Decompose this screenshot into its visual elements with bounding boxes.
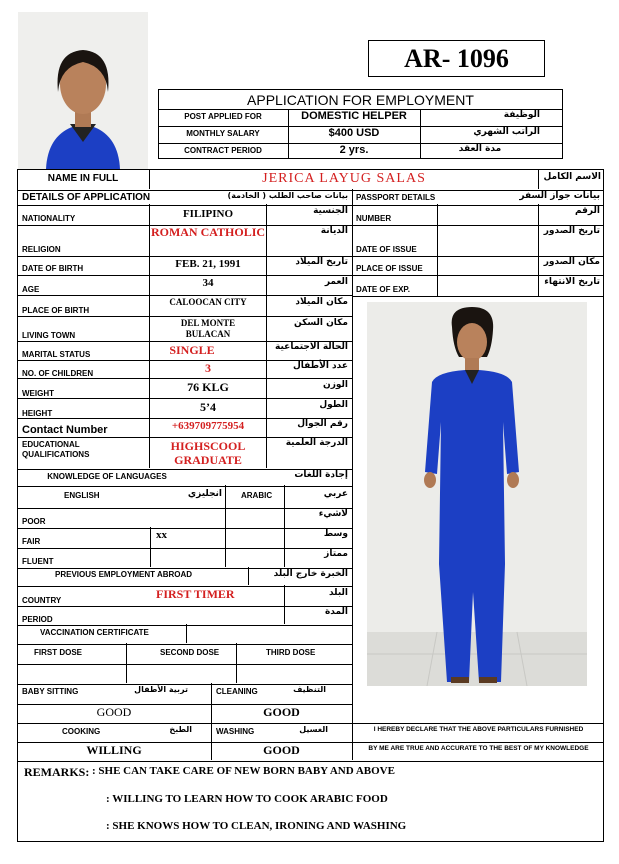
remark-3: : SHE KNOWS HOW TO CLEAN, IRONING AND WASHING [106, 820, 407, 832]
post-value: DOMESTIC HELPER [301, 110, 407, 122]
pob-label: PLACE OF BIRTH [22, 306, 90, 315]
baby-sitting-arabic: تربية الأطفال [134, 685, 188, 694]
fair-arabic: وسط [323, 529, 348, 539]
passport-number-arabic: الرقم [574, 206, 600, 216]
issue-date-arabic: تاريخ الصدور [543, 226, 600, 236]
salary-label: MONTHLY SALARY [186, 129, 260, 138]
religion-value: ROMAN CATHOLIC [150, 225, 266, 239]
remark-1: : SHE CAN TAKE CARE OF NEW BORN BABY AND ABOVE [92, 765, 395, 777]
pob-value: CALOOCAN CITY [169, 297, 247, 307]
first-dose-label: FIRST DOSE [34, 648, 83, 657]
fair-mark: xx [156, 529, 167, 541]
cleaning-label: CLEANING [216, 687, 258, 696]
cooking-arabic: الطبخ [169, 725, 192, 734]
post-arabic: الوظيفة [503, 110, 540, 120]
marital-arabic: الحالة الاجتماعية [275, 342, 348, 352]
issue-place-label: PLACE OF ISSUE [356, 264, 423, 273]
nationality-label: NATIONALITY [22, 214, 76, 223]
post-label: POST APPLIED FOR [184, 112, 262, 121]
marital-value: SINGLE [169, 343, 215, 357]
portrait-photo [18, 12, 148, 169]
fluent-label: FLUENT [22, 557, 54, 566]
issue-date-label: DATE OF ISSUE [356, 245, 417, 254]
languages-label: KNOWLEDGE OF LANGUAGES [47, 472, 167, 481]
declaration-line-2: BY ME ARE TRUE AND ACCURATE TO THE BEST OF MY KNOWLEDGE [368, 745, 589, 752]
contact-value: +639709775954 [171, 420, 245, 432]
period-label: PERIOD [22, 615, 53, 624]
poor-arabic: لاشيء [318, 509, 348, 519]
languages-arabic: إجادة اللغات [294, 470, 348, 480]
town-arabic: مكان السكن [294, 318, 348, 328]
washing-label: WASHING [216, 727, 255, 736]
expiry-arabic: تاريخ الانتهاء [544, 277, 600, 287]
remarks-label: REMARKS: [24, 765, 90, 779]
details-arabic: بيانات صاحب الطلب ( الخادمة) [227, 191, 348, 200]
contact-arabic: رقم الجوال [297, 419, 348, 429]
salary-arabic: الراتب الشهري [473, 127, 540, 137]
english-arabic: انجليزي [187, 489, 222, 499]
washing-arabic: الغسيل [299, 725, 328, 734]
passport-number-label: NUMBER [356, 214, 392, 223]
weight-arabic: الوزن [323, 380, 348, 390]
passport-arabic: بيانات جواز السفر [519, 191, 600, 201]
children-label: NO. OF CHILDREN [22, 369, 94, 378]
baby-sitting-label: BABY SITTING [22, 687, 79, 696]
washing-value: GOOD [263, 743, 300, 757]
height-label: HEIGHT [22, 409, 53, 418]
pob-arabic: مكان الميلاد [295, 297, 348, 307]
name-arabic: الاسم الكامل [543, 172, 601, 182]
third-dose-label: THIRD DOSE [266, 648, 316, 657]
arabic-arabic: عربي [323, 489, 348, 499]
full-body-photo [367, 302, 587, 686]
nationality-value: FILIPINO [182, 208, 234, 220]
weight-value: 76 KLG [187, 380, 229, 394]
english-label: ENGLISH [64, 491, 100, 500]
baby-sitting-value: GOOD [96, 705, 132, 719]
fluent-arabic: ممتاز [324, 549, 348, 559]
education-arabic: الدرجة العلمية [285, 438, 348, 448]
height-value: 5’4 [200, 400, 216, 414]
salary-value: $400 USD [328, 127, 380, 139]
poor-label: POOR [22, 517, 46, 526]
vaccination-label: VACCINATION CERTIFICATE [40, 628, 149, 637]
expiry-label: DATE OF EXP. [356, 285, 410, 294]
religion-label: RELIGION [22, 245, 61, 254]
dob-label: DATE OF BIRTH [22, 264, 84, 273]
issue-place-arabic: مكان الصدور [543, 257, 600, 267]
period-arabic: المدة [324, 607, 348, 617]
cleaning-value: GOOD [263, 705, 300, 719]
details-label: DETAILS OF APPLICATION [22, 192, 151, 203]
dob-value: FEB. 21, 1991 [175, 258, 241, 270]
remark-2: : WILLING TO LEARN HOW TO COOK ARABIC FOOD [106, 793, 388, 805]
town-label: LIVING TOWN [22, 331, 76, 340]
arabic-label: ARABIC [241, 491, 273, 500]
contract-arabic: مدة العقد [458, 144, 502, 154]
religion-arabic: الديانة [320, 226, 348, 236]
cooking-value: WILLING [86, 743, 142, 757]
country-label: COUNTRY [22, 596, 62, 605]
full-name: JERICA LAYUG SALAS [262, 171, 426, 186]
header-table [158, 109, 563, 159]
cooking-label: COOKING [62, 727, 101, 736]
dob-arabic: تاريخ الميلاد [295, 257, 348, 267]
cleaning-arabic: التنظيف [293, 685, 326, 694]
previous-arabic: الخبرة خارج البلد [273, 569, 348, 579]
height-arabic: الطول [319, 400, 348, 410]
name-label: NAME IN FULL [47, 173, 119, 184]
second-dose-label: SECOND DOSE [160, 648, 220, 657]
passport-label: PASSPORT DETAILS [356, 193, 436, 202]
country-arabic: البلد [328, 588, 348, 598]
age-arabic: العمر [324, 277, 348, 287]
children-arabic: عدد الأطفال [292, 361, 348, 371]
contract-label: CONTRACT PERIOD [184, 146, 262, 155]
age-label: AGE [22, 285, 40, 294]
nationality-arabic: الجنسية [313, 206, 348, 216]
country-value: FIRST TIMER [156, 587, 235, 601]
education-label: EDUCATIONAL QUALIFICATIONS [22, 440, 90, 459]
age-value: 34 [202, 277, 214, 289]
marital-label: MARITAL STATUS [22, 350, 91, 359]
fair-label: FAIR [22, 537, 41, 546]
declaration-line-1: I HEREBY DECLARE THAT THE ABOVE PARTICULARS FURNISHED [373, 726, 584, 733]
form-title: APPLICATION FOR EMPLOYMENT [158, 89, 563, 110]
previous-label: PREVIOUS EMPLOYMENT ABROAD [55, 570, 193, 579]
education-value: HIGHSCOOL GRADUATE [170, 439, 246, 467]
reference-code: AR- 1096 [368, 40, 545, 77]
children-value: 3 [205, 361, 211, 375]
contact-label: Contact Number [22, 424, 108, 436]
contract-value: 2 yrs. [339, 144, 369, 156]
town-value: DEL MONTE BULACAN [180, 318, 236, 339]
weight-label: WEIGHT [22, 389, 54, 398]
